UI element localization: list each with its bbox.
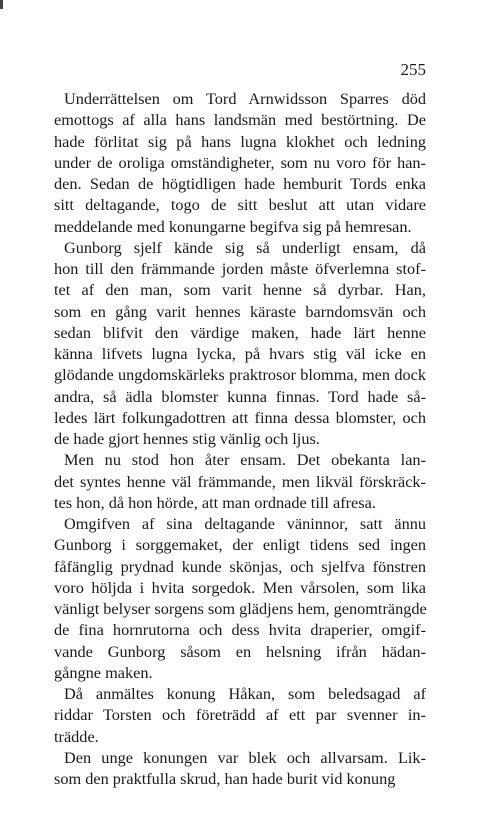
text-line: Omgifven af sina deltagande väninnor, satt ännu (64, 514, 426, 533)
text-line: trädde. (54, 726, 99, 746)
paragraph (54, 88, 426, 237)
text-line: meddelande med konungarne begifva sig på hemresan. (54, 216, 412, 236)
paragraph (54, 449, 426, 513)
text-line: voro höljda i hvita sorgedok. Men vårsolen, som lika (54, 577, 426, 597)
text-line: sitt deltagande, togo de sitt beslut att utan vidare (54, 195, 426, 215)
text-line: fåfänglig prydnad kunde skönjas, och sjelfva fönstren (54, 556, 426, 576)
text-line: riddar Torsten och företrädd af ett par svenner in- (54, 705, 426, 725)
text-line: den. Sedan de högtidligen hade hemburit Tords enka (54, 174, 426, 193)
text-line: det syntes henne väl främmande, men likväl förskräck- (54, 471, 426, 491)
paragraph (54, 513, 426, 683)
paragraph (54, 683, 426, 747)
text-line: som en gång varit hennes käraste barndomsvän och (54, 301, 426, 321)
page-number: 255 (400, 60, 426, 79)
text-line: hon till den främmande jorden måste öfverlemna stof- (54, 259, 426, 278)
text-line: Underrättelsen om Tord Arnwidsson Sparres död (64, 89, 426, 108)
text-line: andra, så ädla blomster kunna finnas. Tord hade så- (54, 386, 426, 406)
text-line: hade förlitat sig på hans lugna klokhet och ledning (54, 131, 426, 151)
text-line: ledes lärt folkungadottren att finna dessa blomster, och (54, 407, 426, 427)
text-line: Men nu stod hon åter ensam. Det obekanta lan- (64, 450, 426, 470)
text-line: under de oroliga omständigheter, som nu voro för han- (54, 152, 426, 172)
text-line: sedan blifvit den värdige maken, hade lärt henne (54, 322, 426, 342)
text-line: Gunborg sjelf kände sig så underligt ensam, då (64, 237, 426, 257)
text-line: emottogs af alla hans landsmän med bestörtning. De (54, 110, 426, 130)
text-line: Då anmältes konung Håkan, som beledsagad af (64, 684, 426, 703)
text-line: vande Gunborg såsom en helsning ifrån hädan- (54, 641, 426, 661)
text-line: känna lifvets lugna lycka, på hvars stig väl icke en (54, 344, 426, 363)
page-corner-mark (0, 0, 3, 9)
paragraph (54, 237, 426, 450)
text-line: Den unge konungen var blek och allvarsam. Lik- (64, 747, 426, 767)
text-line: gångne maken. (54, 662, 153, 682)
text-line: de fina hornrutorna och dess hvita draperier, omgif- (54, 620, 426, 640)
text-line: vänligt belyser sorgens som glädjens hem, genomträngde (54, 599, 427, 618)
text-line: Gunborg i sorggemaket, der enligt tidens sed ingen (54, 535, 426, 555)
body-text (54, 88, 426, 789)
text-line: som den praktfulla skrud, han hade burit vid konung (54, 769, 396, 788)
text-line: de hade gjort hennes stig vänlig och ljus. (54, 429, 320, 448)
text-line: tes hon, då hon hörde, att man ordnade till afresa. (54, 492, 376, 512)
text-line: glödande ungdomskärleks praktrosor blomma, men dock (54, 365, 426, 385)
text-line: tet af den man, som varit henne så dyrbar. Han, (54, 280, 426, 300)
paragraph (54, 747, 426, 790)
